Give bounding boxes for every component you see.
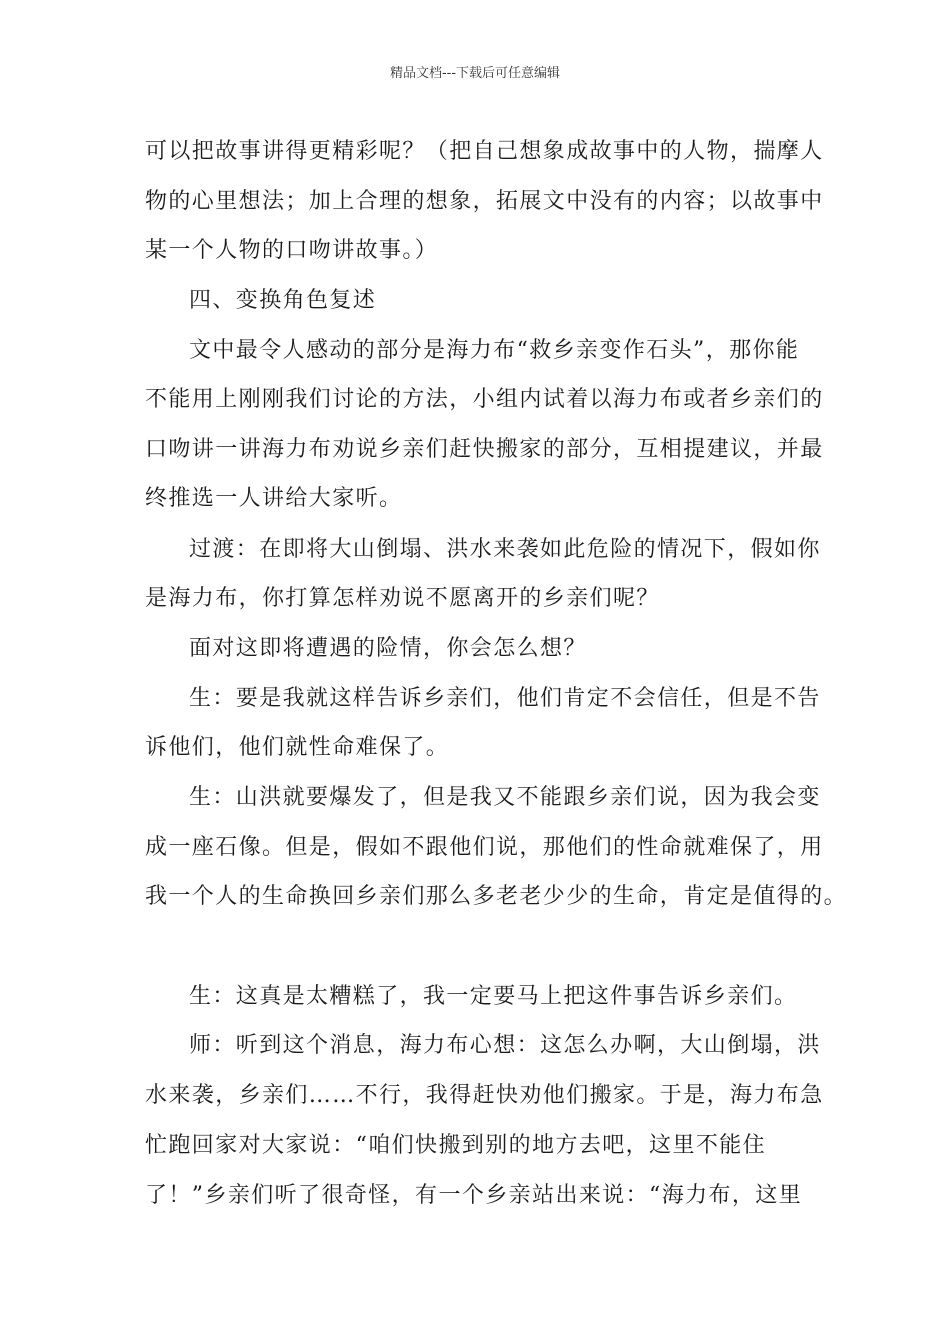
section-heading: 四、变换角色复述 — [189, 288, 377, 313]
text-line-5: 文中最令人感动的部分是海力布“救乡亲变作石头”，那你能 — [189, 338, 800, 363]
text-line-15: 成一座石像。但是，假如不跟他们说，那他们的性命就难保了，用 — [145, 835, 824, 860]
text-line-16: 我一个人的生命换回乡亲们那么多老老少少的生命，肯定是值得的。 — [145, 884, 848, 909]
page-header: 精品文档---下载后可任意编辑 — [389, 66, 561, 81]
text-line-12: 生：要是我就这样告诉乡亲们，他们肯定不会信任，但是不告 — [189, 686, 821, 711]
text-line-7: 口吻讲一讲海力布劝说乡亲们赶快搬家的部分，互相提建议，并最 — [145, 437, 824, 462]
text-line-1: 可以把故事讲得更精彩呢？（把自己想象成故事中的人物，揣摩人 — [145, 139, 824, 164]
text-line-6: 不能用上刚刚我们讨论的方法，小组内试着以海力布或者乡亲们的 — [145, 387, 824, 412]
text-line-17: 生：这真是太糟糕了，我一定要马上把这件事告诉乡亲们。 — [189, 984, 798, 1009]
text-line-13: 诉他们，他们就性命难保了。 — [145, 735, 450, 760]
text-line-10: 是海力布，你打算怎样劝说不愿离开的乡亲们呢？ — [145, 586, 660, 611]
text-line-21: 了！”乡亲们听了很奇怪，有一个乡亲站出来说：“海力布，这里 — [145, 1183, 803, 1208]
text-line-2: 物的心里想法；加上合理的想象，拓展文中没有的内容；以故事中 — [145, 189, 824, 214]
text-line-8: 终推选一人讲给大家听。 — [145, 486, 403, 511]
text-line-11: 面对这即将遭遇的险情，你会怎么想？ — [189, 636, 587, 661]
text-line-9: 过渡：在即将大山倒塌、洪水来袭如此危险的情况下，假如你 — [189, 537, 821, 562]
text-line-19: 水来袭，乡亲们……不行，我得赶快劝他们搬家。于是，海力布急 — [145, 1083, 824, 1108]
text-line-3: 某一个人物的口吻讲故事。） — [145, 238, 439, 263]
text-line-14: 生：山洪就要爆发了，但是我又不能跟乡亲们说，因为我会变 — [189, 785, 821, 810]
text-line-20: 忙跑回家对大家说：“咱们快搬到别的地方去吧，这里不能住 — [145, 1133, 767, 1158]
text-line-18: 师：听到这个消息，海力布心想：这怎么办啊，大山倒塌，洪 — [189, 1033, 821, 1058]
